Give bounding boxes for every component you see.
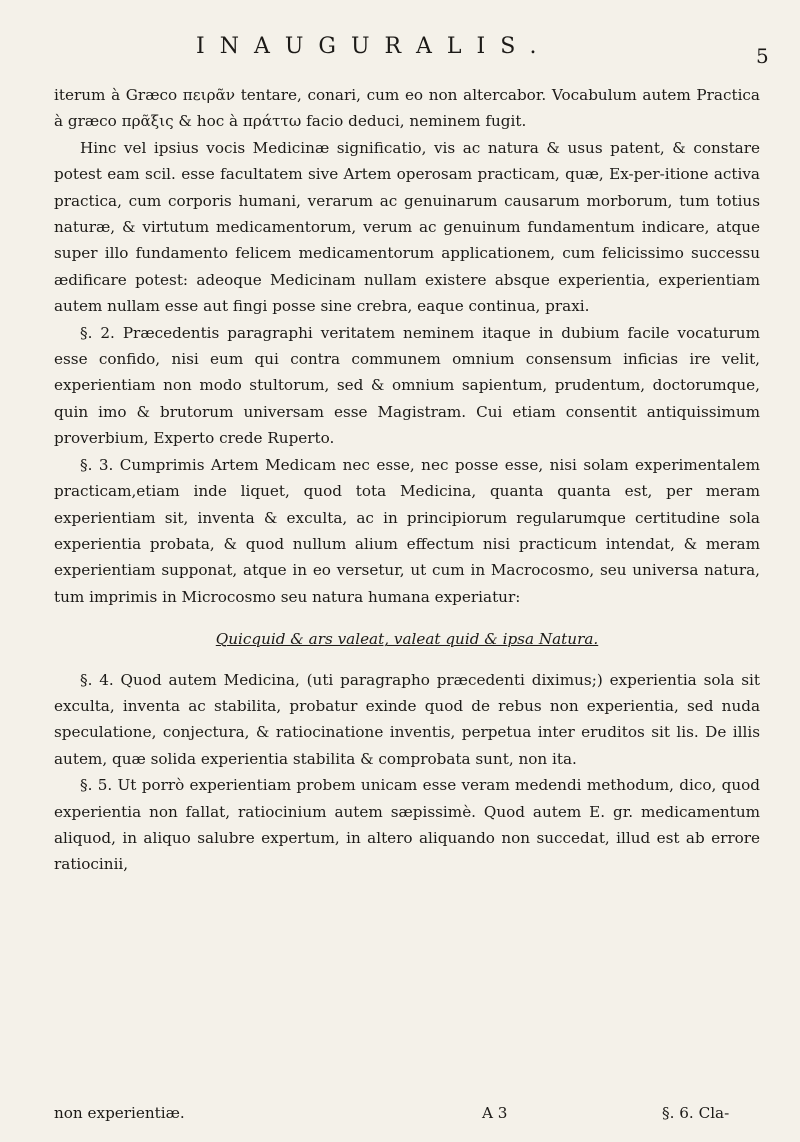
paragraph: iterum à Græco πειρᾶν tentare, conari, cum eo non altercabor. Vocabulum autem Practica à græco πρᾶξις & hoc à πράττω facio deduci, neminem fugit. <box>54 86 760 131</box>
running-header: INAUGURALIS. <box>196 34 552 59</box>
motto-text: Quicquid & ars valeat, valeat quid & ipsa Natura. <box>215 630 599 649</box>
paragraph: §. 3. Cumprimis Artem Medicam nec esse, nec posse esse, nisi solam experimentalem practicam,etiam inde liquet, quod tota Medicina, quanta quanta est, per meram experientiam sit, inventa & exculta, ac in principiorum regularumque certitudine sola experientia probata, & quod nullum alium effectum nisi practicum intendat, & meram experientiam supponat, atque in eo versetur, ut cum in Macrocosmo, seu universa natura, tum imprimis in Microcosmo seu natura humana experiatur: <box>54 455 760 606</box>
motto <box>54 626 760 652</box>
paragraph: §. 2. Præcedentis paragraphi veritatem neminem itaque in dubium facile vocaturum esse confido, nisi eum qui contra communem omnium consensum inficias ire velit, experientiam non modo stultorum, sed & omnium sapientum, prudentum, doctorumque, quin imo & brutorum universam esse Magistram. Cui etiam consentit antiquissimum proverbium, Experto crede Ruperto. <box>54 323 760 448</box>
footer-text: non experientiæ. <box>54 1104 185 1122</box>
signature-mark: A 3 <box>482 1104 508 1122</box>
paragraph: §. 5. Ut porrò experientiam probem unicam esse veram medendi methodum, dico, quod experientia non fallat, ratiocinium autem sæpissimè. Quod autem E. gr. medicamentum aliquod, in aliquo salubre expertum, in altero aliquando non succedat, illud est ab errore ratiocinii, <box>54 776 760 874</box>
text-body <box>54 82 760 878</box>
page-number: 5 <box>756 44 769 68</box>
catchword: §. 6. Cla- <box>662 1104 730 1122</box>
paragraph: §. 4. Quod autem Medicina, (uti paragrapho præcedenti diximus;) experientia sola sit exculta, inventa ac stabilita, probatur exinde quod de rebus non experientia, sed nuda speculatione, conjectura, & ratiocinatione inventis, perpetua inter eruditos sit lis. De illis autem, quæ solida experientia stabilita & comprobata sunt, non ita. <box>54 670 760 768</box>
paragraph: Hinc vel ipsius vocis Medicinæ significatio, vis ac natura & usus patent, & constare potest eam scil. esse facultatem sive Artem operosam practicam, quæ, Ex-per-itione activa practica, cum corporis humani, verarum ac genuinarum causarum morborum, tum totius naturæ, & virtutum medicamentorum, verum ac genuinum fundamentum indicare, atque super illo fundamento felicem medicamentorum applicationem, cum felicissimo successu ædificare potest: adeoque Medicinam nullam existere absque experientia, experientiam autem nullam esse aut fingi posse sine crebra, eaque continua, praxi. <box>54 138 760 316</box>
